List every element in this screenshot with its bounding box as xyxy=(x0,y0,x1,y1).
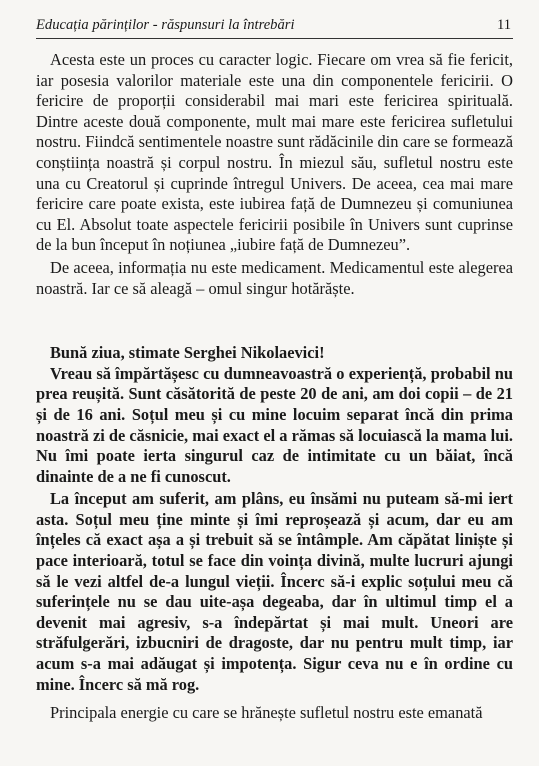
running-title: Educația părinților - răspunsuri la întrebări xyxy=(36,17,295,33)
paragraph-happiness: Acesta este un proces cu caracter logic. Fiecare om vrea să fie fericit, iar posesia valorilor materiale este una din componentele fericirii. O fericire de proporții considerabil mai mari este fericirea spirituală. Dintre aceste două componente, mult mai mare este fericirea sufletului nostru. Fiindcă sentimentele noastre sunt rădăcinile din care se formează conștiința noastră și corpul nostru. În miezul său, sufletul nostru este una cu Creatorul și cuprinde întregul Univers. De aceea, cea mai mare fericire care poate exista, este iubirea față de Dumnezeu și comuniunea cu El. Absolut toate aspectele fericirii posibile în Univers sunt cuprinse de la bun început în noțiunea „iubire față de Dumnezeu”. xyxy=(36,50,513,255)
letter-paragraph-1: Vreau să împărtășesc cu dumneavoastră o experiență, probabil nu prea reușită. Sunt căsătorită de peste 20 de ani, am doi copii – de 21 și de 16 ani. Soțul meu și cu mine locuim separat încă din prima noastră zi de căsnicie, mai exact el a rămas să locuiască la mama lui. Nu îmi poate ierta singurul caz de intimitate cu un băiat, încă dinainte de a ne fi cunoscut. xyxy=(36,363,513,486)
paragraph-information: De aceea, informația nu este medicament. Medicamentul este alegerea noastră. Iar ce să aleagă – omul singur hotărăște. xyxy=(36,257,513,298)
page-body xyxy=(36,50,513,724)
paragraph-energy: Principala energie cu care se hrănește sufletul nostru este emanată xyxy=(50,703,483,723)
letter-greeting: Bună ziua, stimate Serghei Nikolaevici! xyxy=(50,343,325,363)
letter-paragraph-2: La început am suferit, am plâns, eu însămi nu puteam să-mi iert asta. Soțul meu ține minte și îmi reproșează și acum, dar eu am înțeles că exact așa a și trebuit să se întâmple. Am căpătat liniște și pace interioară, totul se face din voința divină, multe lucruri ajungi să le vezi altfel de-a lungul vieții. Încerc să-i explic soțului meu că suferințele nu se dau uite-așa degeaba, dar în ultimul timp el a devenit mai agresiv, s-a îndepărtat și mai mult. Uneori are străfulgerări, izbucniri de dragoste, dar nu pentru mult timp, iar acum s-a mai adăugat și impotența. Sigur ceva nu e în ordine cu mine. Încerc să mă rog. xyxy=(36,489,513,694)
page-number: 11 xyxy=(496,17,511,33)
running-header xyxy=(36,17,513,39)
